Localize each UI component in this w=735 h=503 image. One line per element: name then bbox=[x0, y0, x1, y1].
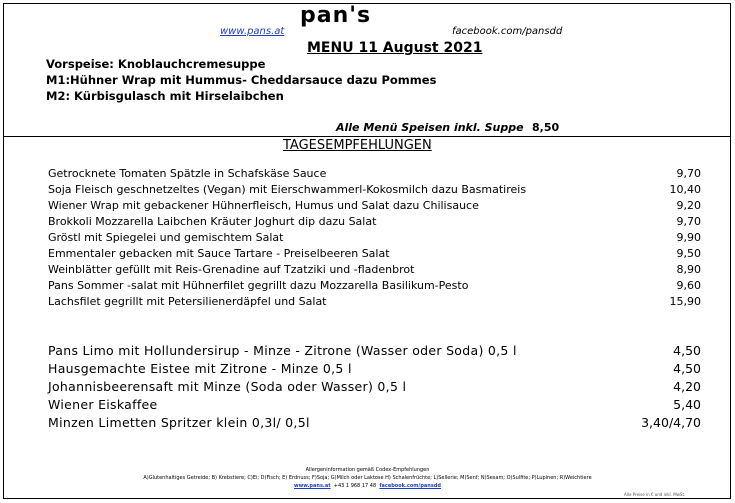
drink-item: Minzen Limetten Spritzer klein 0,3l/ 0,5l bbox=[48, 415, 310, 430]
allergen-list: A)Glutenhaltiges Getreide; B) Krebstiere; C)Ei; D)Fisch; E) Erdnuss; F)Soja; G)Milch oder Laktose H) Schalenfrüchte; L)Sellerie; M)Senf; N)Sesam; O)Sulfite; P)Lupinen; R)Weichtiere bbox=[143, 475, 592, 481]
menu-price: 8,50 bbox=[532, 121, 560, 134]
pans-logo: pan's bbox=[300, 3, 372, 28]
course-m2: M2: Kürbisgulasch mit Hirselaibchen bbox=[46, 89, 284, 103]
footer-phone: +43 1 968 17 48 bbox=[333, 483, 377, 489]
dish-item: Lachsfilet gegrillt mit Petersilienerdäpfel und Salat bbox=[48, 295, 327, 308]
drink-price: 4,50 bbox=[673, 343, 701, 358]
drink-item: Pans Limo mit Hollundersirup - Minze - Zitrone (Wasser oder Soda) 0,5 l bbox=[48, 343, 517, 358]
drink-item: Hausgemachte Eistee mit Zitrone - Minze 0,5 l bbox=[48, 361, 352, 376]
dish-item: Brokkoli Mozzarella Laibchen Kräuter Joghurt dip dazu Salat bbox=[48, 215, 377, 228]
dish-item: Weinblätter gefüllt mit Reis-Grenadine auf Tzatziki und -fladenbrot bbox=[48, 263, 415, 276]
footer-website-link[interactable]: www.pans.at bbox=[294, 483, 331, 489]
website-link[interactable]: www.pans.at bbox=[220, 26, 285, 37]
recommendations-heading: TAGESEMPFEHLUNGEN bbox=[283, 138, 432, 153]
drink-price: 4,20 bbox=[673, 379, 701, 394]
dish-price: 9,50 bbox=[676, 247, 701, 260]
price-footnote: Alle Preise in € und inkl. MwSt. bbox=[624, 492, 686, 497]
dish-item: Gröstl mit Spiegelei und gemischtem Salat bbox=[48, 231, 284, 244]
course-m1: M1:Hühner Wrap mit Hummus- Cheddarsauce dazu Pommes bbox=[46, 73, 437, 87]
footer-contact bbox=[0, 483, 735, 489]
drink-price: 5,40 bbox=[673, 397, 701, 412]
drink-item: Wiener Eiskaffee bbox=[48, 397, 158, 412]
drink-price: 4,50 bbox=[673, 361, 701, 376]
dish-item: Wiener Wrap mit gebackener Hühnerfleisch, Humus und Salat dazu Chilisauce bbox=[48, 199, 479, 212]
dish-item: Soja Fleisch geschnetzeltes (Vegan) mit Eierschwammerl-Kokosmilch dazu Basmatireis bbox=[48, 183, 527, 196]
dish-price: 9,70 bbox=[676, 215, 701, 228]
course-starter: Vorspeise: Knoblauchcremesuppe bbox=[46, 57, 266, 71]
dish-item: Emmentaler gebacken mit Sauce Tartare - Preiselbeeren Salat bbox=[48, 247, 390, 260]
dish-price: 10,40 bbox=[669, 183, 701, 196]
dish-price: 8,90 bbox=[676, 263, 701, 276]
dish-price: 15,90 bbox=[669, 295, 701, 308]
footer-facebook-link[interactable]: facebook.com/pansdd bbox=[379, 483, 441, 489]
dish-price: 9,90 bbox=[676, 231, 701, 244]
allergen-title: Allergeninformation gemäß Codex-Empfehlungen bbox=[305, 467, 430, 473]
dish-price: 9,60 bbox=[676, 279, 701, 292]
section-divider bbox=[3, 136, 731, 137]
dish-price: 9,20 bbox=[676, 199, 701, 212]
dish-item: Pans Sommer -salat mit Hühnerfilet gegrillt dazu Mozzarella Basilikum-Pesto bbox=[48, 279, 469, 292]
dish-item: Getrocknete Tomaten Spätzle in Schafskäse Sauce bbox=[48, 167, 327, 180]
dish-price: 9,70 bbox=[676, 167, 701, 180]
menu-note: Alle Menü Speisen inkl. Suppe bbox=[336, 121, 524, 134]
page-title: MENU 11 August 2021 bbox=[307, 40, 483, 56]
facebook-link[interactable]: facebook.com/pansdd bbox=[452, 26, 563, 37]
drink-price: 3,40/4,70 bbox=[641, 415, 701, 430]
drink-item: Johannisbeerensaft mit Minze (Soda oder Wasser) 0,5 l bbox=[48, 379, 407, 394]
